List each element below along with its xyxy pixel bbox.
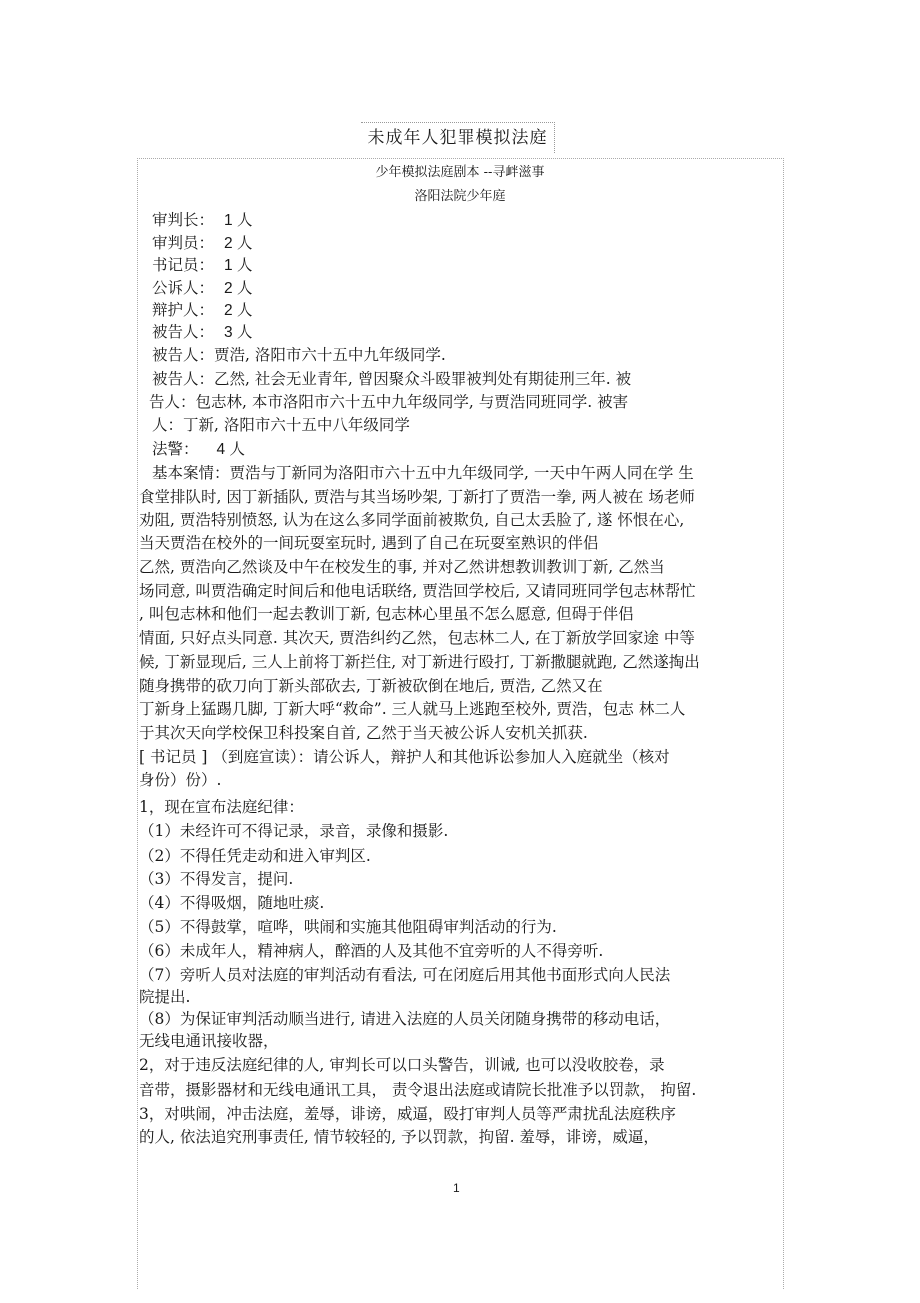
rule-line: （7）旁听人员对法庭的审判活动有看法, 可在闭庭后用其他书面形式向人民法 <box>139 966 671 984</box>
party-line: 人：丁新, 洛阳市六十五中八年级同学 <box>152 416 410 434</box>
rule-line: 3，对哄闹，冲击法庭，羞辱，诽谤，威逼，殴打审判人员等严肃扰乱法庭秩序 <box>139 1105 676 1123</box>
role-count: 2 人 <box>224 302 253 319</box>
party-line: 被告人：贾浩, 洛阳市六十五中九年级同学. <box>152 346 446 364</box>
role-name: 被告人： <box>152 323 215 341</box>
case-line: , 叫包志林和他们一起去教训丁新, 包志林心里虽不怎么愿意, 但碍于伴侣 <box>139 605 634 623</box>
court-name: 洛阳法院少年庭 <box>414 189 506 204</box>
role-item <box>152 209 797 232</box>
case-line: 丁新身上猛踢几脚, 丁新大呼“救命”. 三人就马上逃跑至校外, 贾浩，包志 林二人 <box>139 700 686 718</box>
role-count: 1 人 <box>224 212 253 229</box>
role-item <box>152 277 797 300</box>
role-name: 公诉人： <box>152 279 215 297</box>
role-count: 2 人 <box>224 280 253 297</box>
case-line: 劝阻, 贾浩特别愤怒, 认为在这么多同学面前被欺负, 自己太丢脸了, 遂 怀恨在心, <box>139 511 685 529</box>
case-line: 基本案情：贾浩与丁新同为洛阳市六十五中九年级同学, 一天中午两人同在学 生 <box>152 464 694 482</box>
rule-line: 无线电通讯接收器， <box>139 1032 279 1050</box>
clerk-line: 身份）份）. <box>139 771 222 789</box>
clerk-line: [ 书记员 ] （到庭宣读）：请公诉人，辩护人和其他诉讼参加人入庭就坐（核对 <box>139 748 670 766</box>
case-line: 场同意, 叫贾浩确定时间后和他电话联络, 贾浩回学校后, 又请同班同学包志林帮忙 <box>139 582 696 600</box>
party-line: 告人：包志林, 本市洛阳市六十五中九年级同学, 与贾浩同班同学. 被害 <box>149 393 629 411</box>
role-count: 4 人 <box>216 441 245 458</box>
rule-line: 院提出. <box>139 988 191 1006</box>
rule-line: 2，对于违反法庭纪律的人, 审判长可以口头警告，训诫, 也可以没收胶卷，录 <box>139 1056 665 1074</box>
case-line: 候, 丁新显现后, 三人上前将丁新拦住, 对丁新进行殴打, 丁新撒腿就跑, 乙然遂掏出 <box>139 653 700 671</box>
page-number: 1 <box>453 1181 460 1195</box>
role-count: 2 人 <box>224 235 253 252</box>
rule-line: （8）为保证审判活动顺当进行, 请进入法庭的人员关闭随身携带的移动电话， <box>139 1010 671 1028</box>
role-name: 审判长： <box>152 211 215 229</box>
rule-line: （2）不得任凭走动和进入审判区. <box>139 847 371 865</box>
rule-line: （5）不得鼓掌，喧哗，哄闹和实施其他阻碍审判活动的行为. <box>139 918 557 936</box>
case-line: 当天贾浩在校外的一间玩耍室玩时, 遇到了自己在玩耍室熟识的伴侣 <box>139 534 599 552</box>
role-name: 法警： <box>152 440 199 458</box>
rule-line: 音带，摄影器材和无线电通讯工具， 责令退出法庭或请院长批准予以罚款， 拘留. <box>139 1081 697 1099</box>
rule-line: 1，现在宣布法庭纪律： <box>139 798 304 816</box>
case-line: 情面, 只好点头同意. 其次天, 贾浩纠约乙然，包志林二人, 在丁新放学回家途 中等 <box>139 629 695 647</box>
role-item <box>152 254 797 277</box>
rule-line: 的人, 依法追究刑事责任, 情节较轻的, 予以罚款，拘留. 羞辱，诽谤，威逼， <box>139 1128 659 1146</box>
case-line: 于其次天向学校保卫科投案自首, 乙然于当天被公诉人安机关抓获. <box>139 724 588 742</box>
case-line: 乙然, 贾浩向乙然谈及中午在校发生的事, 并对乙然讲想教训教训丁新, 乙然当 <box>139 558 665 576</box>
role-name: 书记员： <box>152 256 215 274</box>
role-item <box>152 232 797 255</box>
case-line: 食堂排队时, 因丁新插队, 贾浩与其当场吵架, 丁新打了贾浩一拳, 两人被在 场老师 <box>139 488 695 506</box>
script-subtitle: 少年模拟法庭剧本 --寻衅滋事 <box>375 165 545 180</box>
rule-line: （1）未经许可不得记录，录音，录像和摄影. <box>139 822 449 840</box>
rule-line: （6）未成年人，精神病人，醉酒的人及其他不宜旁听的人不得旁听. <box>139 942 604 960</box>
party-line: 被告人：乙然, 社会无业青年, 曾因聚众斗殴罪被判处有期徒刑三年. 被 <box>152 370 632 388</box>
police-item <box>152 438 797 461</box>
role-item <box>152 299 797 322</box>
role-name: 辩护人： <box>152 301 215 319</box>
role-count: 3 人 <box>224 324 253 341</box>
role-name: 审判员： <box>152 234 215 252</box>
rule-line: （4）不得吸烟，随地吐痰. <box>139 894 325 912</box>
role-item <box>152 321 797 344</box>
role-count: 1 人 <box>224 257 253 274</box>
rule-line: （3）不得发言，提问. <box>139 870 294 888</box>
document-title: 未成年人犯罪模拟法庭 <box>361 122 555 153</box>
case-line: 随身携带的砍刀向丁新头部砍去, 丁新被砍倒在地后, 贾浩, 乙然又在 <box>139 677 603 695</box>
